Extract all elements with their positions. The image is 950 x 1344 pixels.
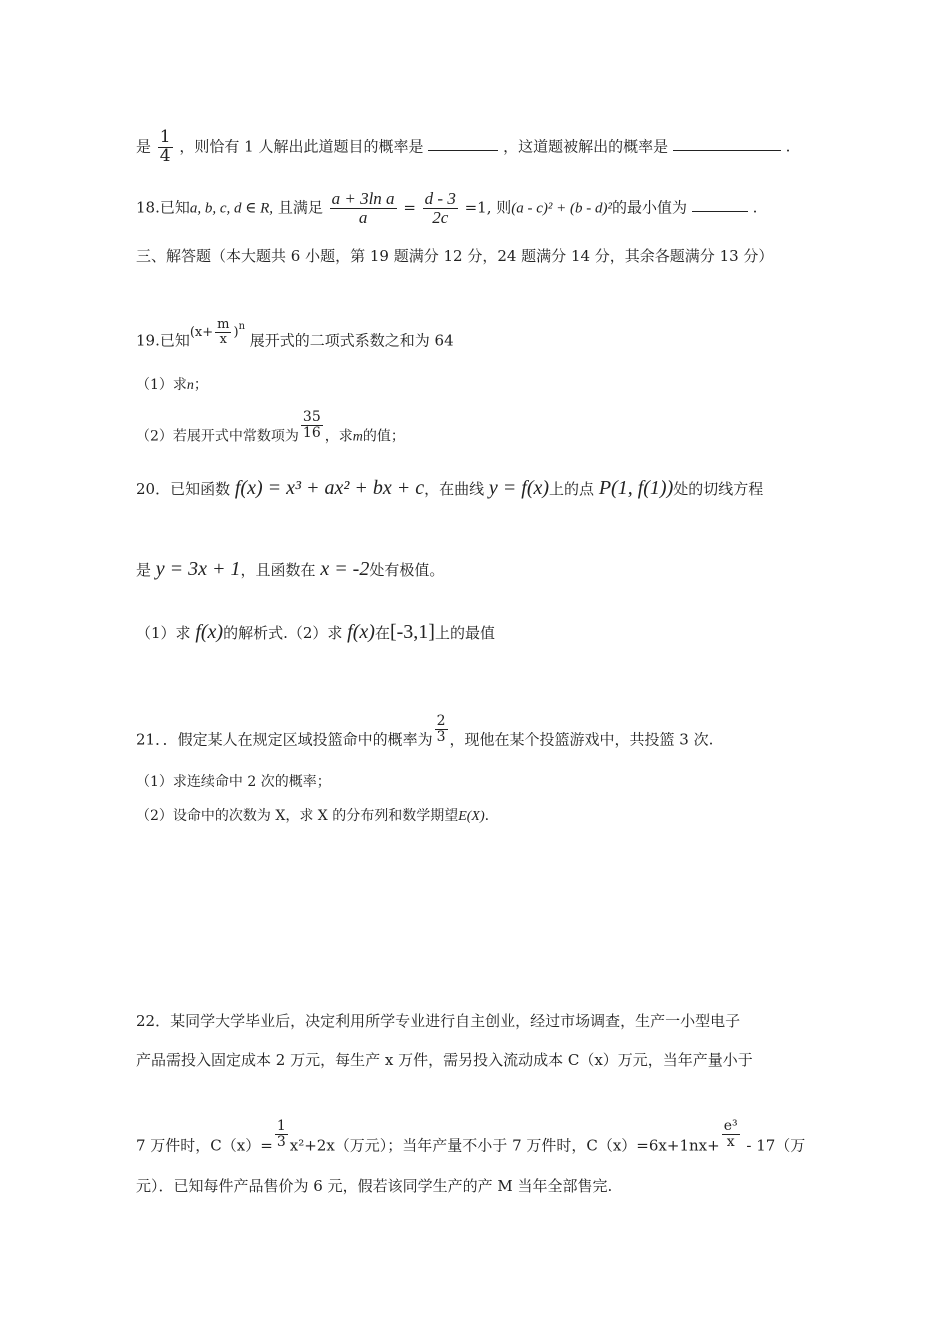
- answer-blank: [692, 199, 748, 212]
- q19-part1: （1）求n；: [136, 377, 208, 393]
- q19-part2: （2）若展开式中常数项为 $\frac{35}{16}$ ，求m的值；: [136, 409, 405, 445]
- q22-line1: 22．某同学大学毕业后，决定利用所学专业进行自主创业，经过市场调查，生产一小型电子: [136, 1012, 741, 1030]
- q18-fraction-2: $\frac{d - 3}{2c}$: [424, 189, 456, 227]
- q21-fraction: $\frac{2}{3}$: [436, 713, 446, 745]
- q18-line: 18.已知a, b, c, d ∈ R, 且满足 $\frac{\text{a + 3ln a}}{a}$ = $\frac{d - 3}{2c}$ =1, 则(a - c)² + (b - d)²的最小值为 .: [136, 189, 758, 227]
- q22-fraction-2: $\frac{\text{e³}}{x}$: [723, 1118, 738, 1150]
- q20-parts: （1）求 f(x)的解析式.（2）求 f(x)在[-3,1]上的最值: [136, 621, 495, 643]
- q20-line1: 20．已知函数 f(x) = x³ + ax² + bx + c，在曲线 y = f(x)上的点 P(1, f(1))处的切线方程: [136, 477, 764, 499]
- q22-fraction-1: $\frac{1}{3}$: [276, 1118, 286, 1150]
- answer-blank: [428, 138, 498, 151]
- q20-line2: 是 y = 3x + 1，且函数在 x = -2处有极值。: [136, 558, 445, 580]
- q21-line: 21．．假定某人在规定区域投篮命中的概率为 $\frac{2}{3}$ ，现他在某个投篮游戏中，共投篮 3 次.: [136, 713, 714, 749]
- q21-part1: （1）求连续命中 2 次的概率；: [136, 774, 331, 790]
- q19-constant-fraction: $\frac{35}{16}$: [302, 409, 321, 441]
- q19-line: 19.已知(x+ $\frac{m}{x}$ )$^n$ 展开式的二项式系数之和为 64: [136, 317, 454, 350]
- q21-part2: （2）设命中的次数为 X，求 X 的分布列和数学期望E(X).: [136, 808, 490, 824]
- q17-line: 是 $\frac{1}{4}$ ，则恰有 1 人解出此道题目的概率是 ，这道题被解出的概率是 .: [136, 127, 791, 166]
- q19-fraction: $\frac{m}{x}$: [217, 317, 230, 347]
- q22-line2: 产品需投入固定成本 2 万元，每生产 x 万件，需另投入流动成本 C（x）万元，当年产量小于: [136, 1051, 753, 1069]
- q22-line3: 7 万件时，C（x）= $\frac{1}{3}$ x²+2x（万元）；当年产量不小于 7 万件时，C（x）=6x+1nx+ $\frac{\text{e³}}{x}$ - 17（万: [136, 1118, 806, 1155]
- answer-blank: [673, 138, 781, 151]
- section-heading: 三、解答题（本大题共 6 小题，第 19 题满分 12 分，24 题满分 14 分，其余各题满分 13 分）: [136, 247, 774, 265]
- q17-fraction: $\frac{1}{4}$: [159, 127, 171, 166]
- q18-fraction-1: $\frac{\text{a + 3ln a}}{a}$: [331, 189, 395, 227]
- q22-line4: 元）．已知每件产品售价为 6 元，假若该同学生产的产 M 当年全部售完.: [136, 1177, 613, 1195]
